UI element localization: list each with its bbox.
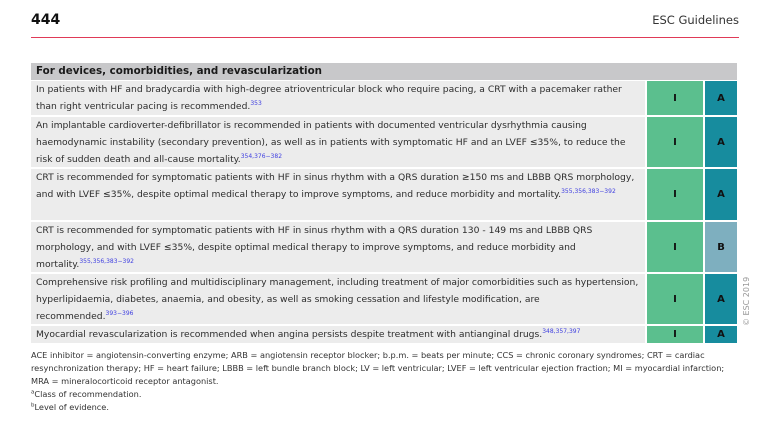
section-title: For devices, comorbidities, and revascularization xyxy=(31,63,737,80)
header-rule xyxy=(31,37,739,38)
running-title: ESC Guidelines xyxy=(652,13,739,27)
page-number: 444 xyxy=(31,12,61,28)
copyright-label: © ESC 2019 xyxy=(742,276,751,326)
table-row xyxy=(31,222,737,272)
level-badge: A xyxy=(705,117,737,167)
recommendation-text: In patients with HF and bradycardia with high-degree atrioventricular block who require pacing, a CRT with a pacemaker rather than right ventricular pacing is recommended.$^{353}$ xyxy=(31,81,645,115)
reference-link[interactable]: 348,357,397 xyxy=(542,327,581,335)
table-row xyxy=(31,326,737,343)
level-badge: A xyxy=(705,326,737,343)
class-badge: I xyxy=(647,274,703,324)
reference-link[interactable]: 355,356,383−392 xyxy=(79,257,134,265)
recommendations-table xyxy=(31,63,737,345)
reference-link[interactable]: 355,356,383−392 xyxy=(561,187,616,195)
table-row xyxy=(31,81,737,115)
class-badge: I xyxy=(647,169,703,220)
reference-link[interactable]: 393−396 xyxy=(105,309,134,317)
level-badge: A xyxy=(705,81,737,115)
recommendation-text: Comprehensive risk profiling and multidisciplinary management, including treatment of major comorbidities such as hypertension, hyperlipidaemia, diabetes, anaemia, and obesity, as well as smoking cessation and lifestyle modification, are recommended.$^{393-396}$ xyxy=(31,274,645,324)
recommendation-text: Myocardial revascularization is recommended when angina persists despite treatment with antianginal drugs.$^{348,357,397}$ xyxy=(31,326,645,343)
table-row xyxy=(31,274,737,324)
level-badge: B xyxy=(705,222,737,272)
recommendation-text: CRT is recommended for symptomatic patients with HF in sinus rhythm with a QRS duration 130 - 149 ms and LBBB QRS morphology, and with LVEF ≤35%, despite optimal medical therapy to improve symptoms, and reduce morbidity and mortality.$^{355,356,383-392}$ xyxy=(31,222,645,272)
level-badge: A xyxy=(705,274,737,324)
footnote-b: $^b$Level of evidence. xyxy=(31,402,109,412)
class-badge: I xyxy=(647,117,703,167)
footnote-a: $^a$Class of recommendation. xyxy=(31,389,142,399)
class-badge: I xyxy=(647,81,703,115)
reference-link[interactable]: 354,376−382 xyxy=(240,152,283,160)
recommendation-text: An implantable cardioverter-defibrillator is recommended in patients with documented ventricular dysrhythmia causing haemodynamic instability (secondary prevention), as well as in patients with symptomatic HF and an LVEF ≤35%, to reduce the risk of sudden death and all-cause mortality.$^{354,376-382}$ xyxy=(31,117,645,167)
reference-link[interactable]: 353 xyxy=(250,99,262,107)
table-row xyxy=(31,169,737,220)
class-badge: I xyxy=(647,326,703,343)
table-row xyxy=(31,117,737,167)
class-badge: I xyxy=(647,222,703,272)
table-footnotes xyxy=(31,349,741,414)
recommendation-text: CRT is recommended for symptomatic patients with HF in sinus rhythm with a QRS duration ≥150 ms and LBBB QRS morphology, and with LVEF ≤35%, despite optimal medical therapy to improve symptoms, and reduce morbidity and mortality.$^{355,356,383-392}$ xyxy=(31,169,645,220)
level-badge: A xyxy=(705,169,737,220)
abbreviations-note: ACE inhibitor = angiotensin-converting enzyme; ARB = angiotensin receptor blocker; b.p.m. = beats per minute; CCS = chronic coronary syndromes; CRT = cardiac resynchronization therapy; HF = heart failure; LBBB = left bundle branch block; LV = left ventricular; LVEF = left ventricular ejection fraction; MI = myocardial infarction; MRA = mineralocorticoid receptor antagonist. xyxy=(31,350,725,386)
